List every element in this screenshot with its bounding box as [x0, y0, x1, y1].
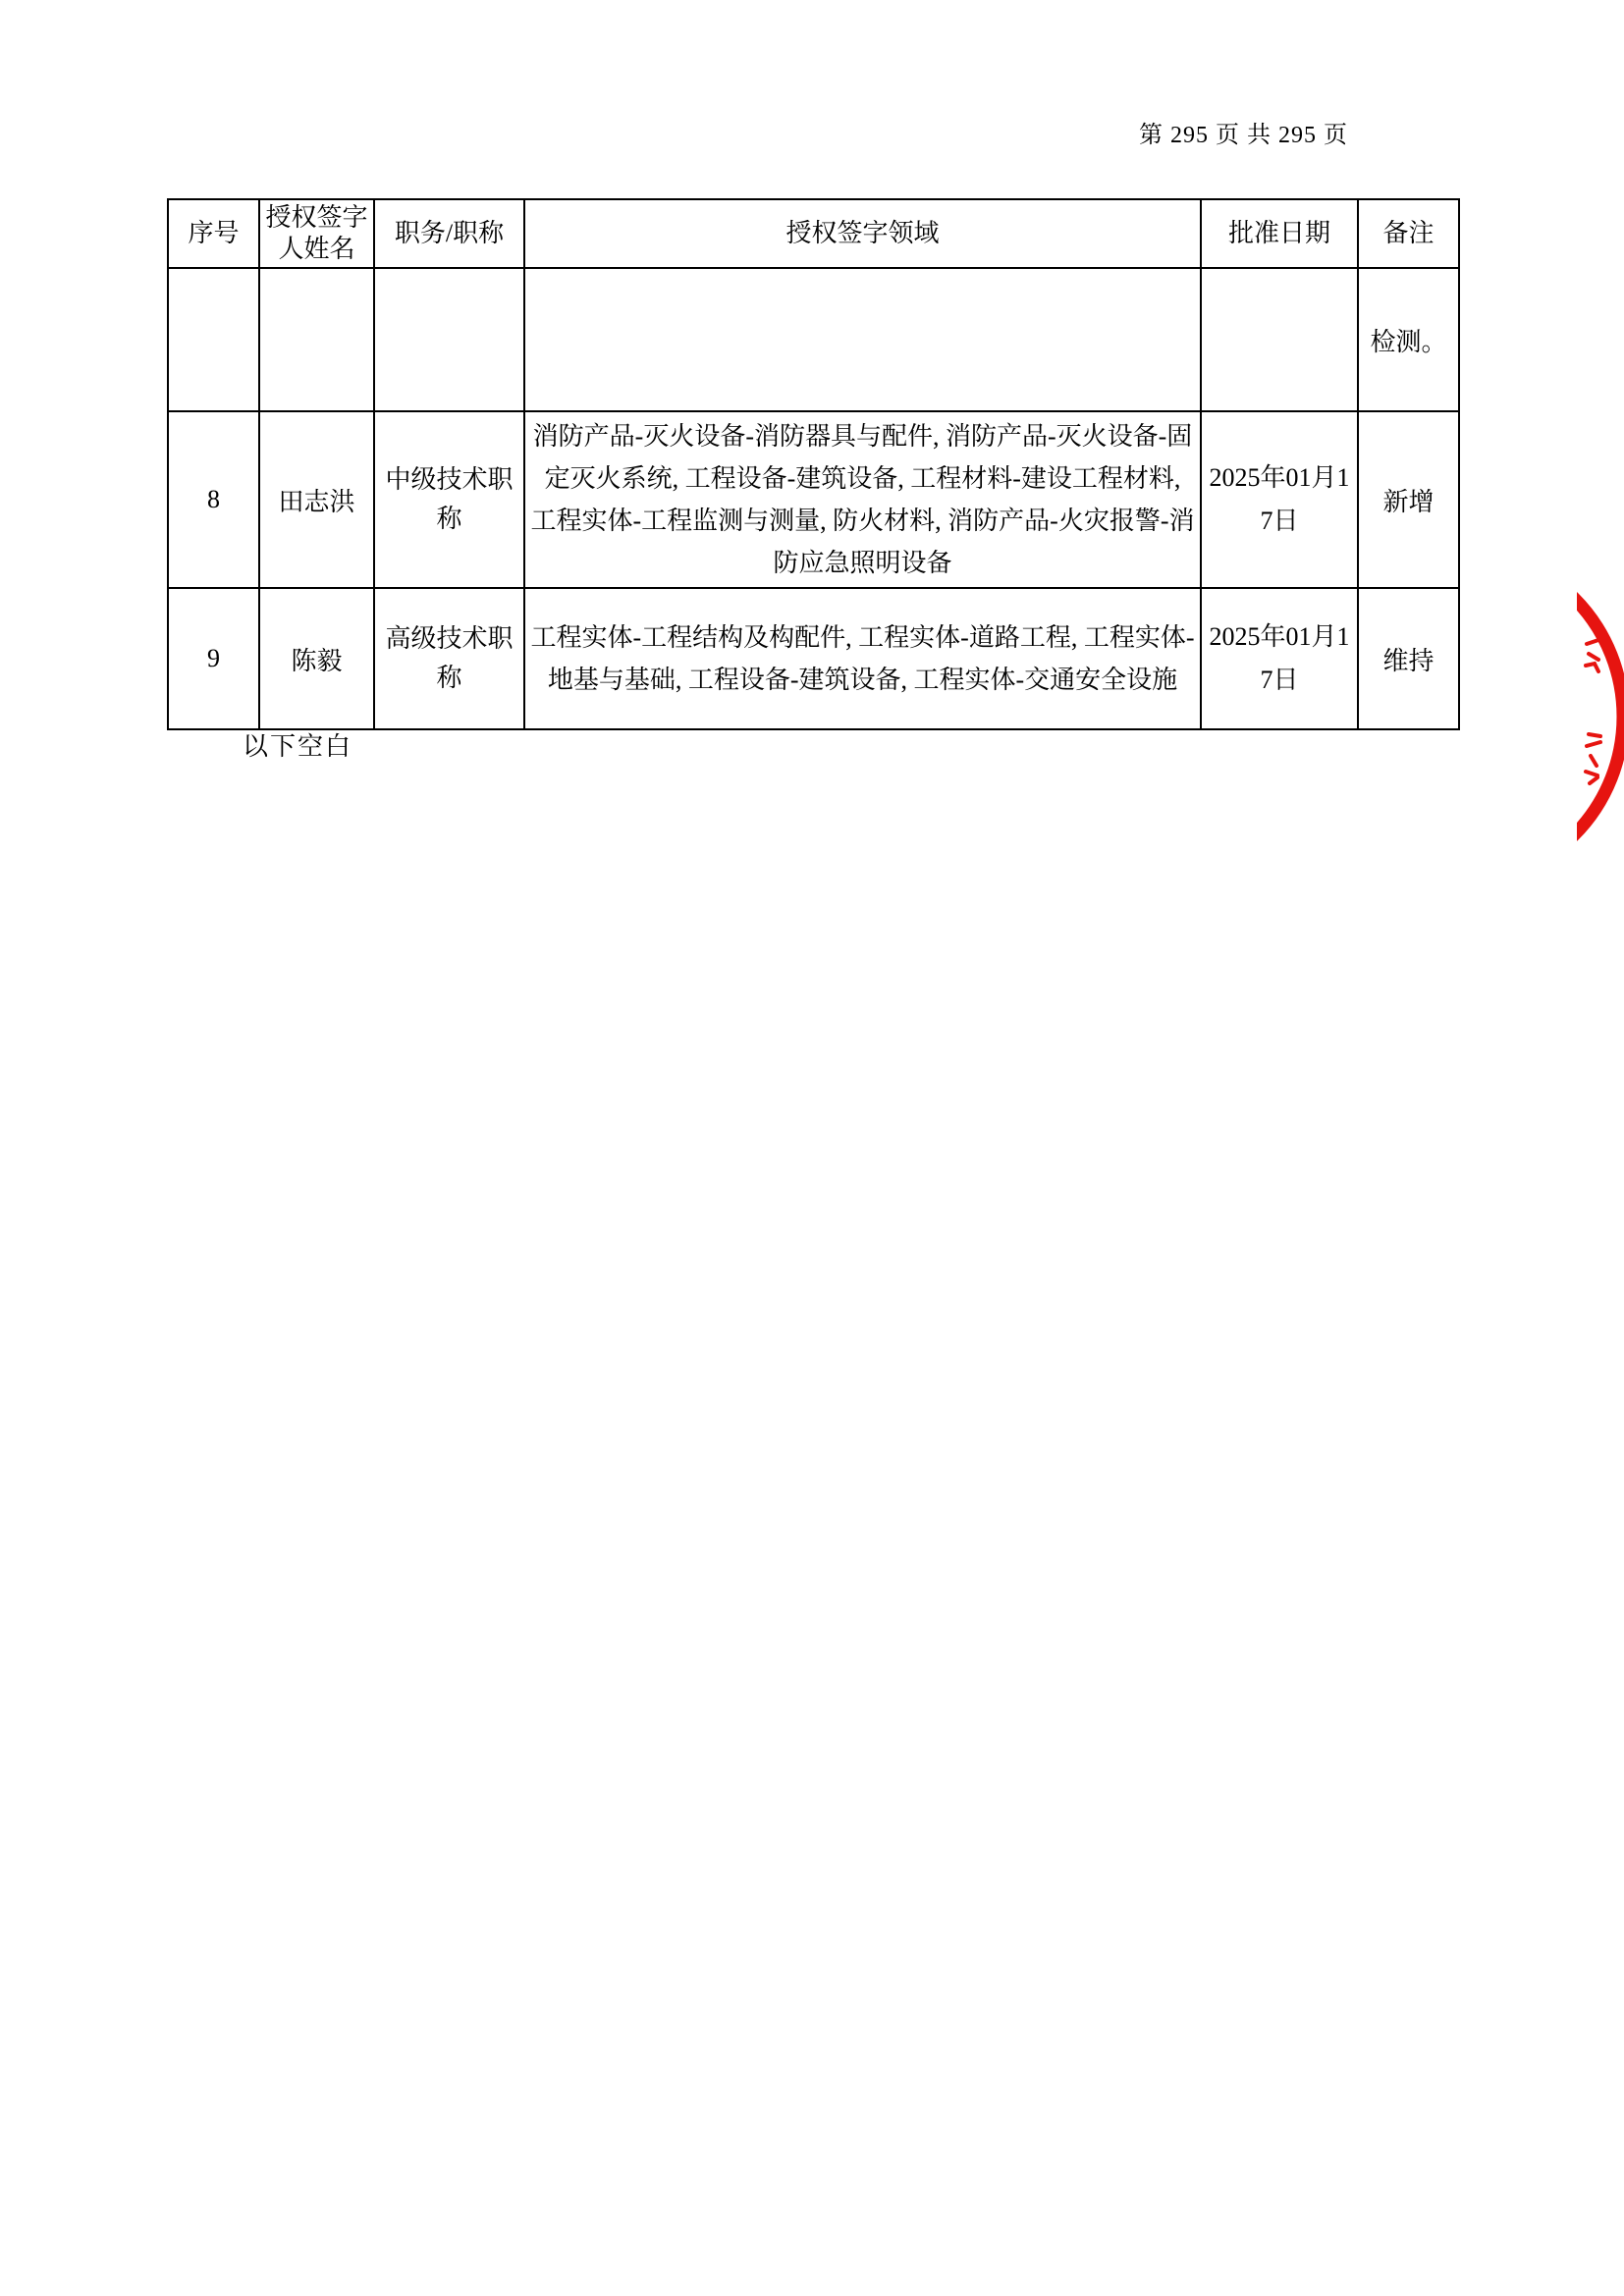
cell-approval-date: 2025年01月17日 [1201, 588, 1358, 729]
cell-authorized-scope: 消防产品-灭火设备-消防器具与配件, 消防产品-灭火设备-固定灭火系统, 工程设备-建筑设备, 工程材料-建设工程材料, 工程实体-工程监测与测量, 防火材料, 消防产品-火灾报警-消防应急照明设备 [524, 411, 1201, 588]
cell-serial-number: 8 [168, 411, 259, 588]
cell-remarks: 检测。 [1358, 268, 1459, 411]
table-header-row [168, 199, 1459, 268]
cell-position-title: 高级技术职称 [374, 588, 524, 729]
header-position-title: 职务/职称 [374, 199, 524, 268]
cell-authorized-scope: 工程实体-工程结构及构配件, 工程实体-道路工程, 工程实体-地基与基础, 工程设备-建筑设备, 工程实体-交通安全设施 [524, 588, 1201, 729]
cell-remarks: 新增 [1358, 411, 1459, 588]
cell-serial-number: 9 [168, 588, 259, 729]
cell-authorized-scope [524, 268, 1201, 411]
header-authorized-scope: 授权签字领域 [524, 199, 1201, 268]
cell-signatory-name: 陈毅 [259, 588, 374, 729]
cell-approval-date [1201, 268, 1358, 411]
cell-remarks: 维持 [1358, 588, 1459, 729]
cell-serial-number [168, 268, 259, 411]
cell-approval-date: 2025年01月17日 [1201, 411, 1358, 588]
cell-position-title: 中级技术职称 [374, 411, 524, 588]
seal-arc-icon [1577, 587, 1624, 846]
authorized-signatories-table [167, 198, 1460, 730]
header-signatory-name: 授权签字人姓名 [259, 199, 374, 268]
cell-signatory-name: 田志洪 [259, 411, 374, 588]
header-approval-date: 批准日期 [1201, 199, 1358, 268]
below-blank-note: 以下空白 [243, 732, 353, 761]
cell-position-title [374, 268, 524, 411]
cell-signatory-name [259, 268, 374, 411]
table-row-9 [168, 588, 1459, 729]
table-row-continuation [168, 268, 1459, 411]
header-remarks: 备注 [1358, 199, 1459, 268]
red-seal-fragment [1577, 587, 1624, 846]
table-row-8 [168, 411, 1459, 588]
page-number-indicator: 第 295 页 共 295 页 [1139, 123, 1348, 148]
header-serial-number: 序号 [168, 199, 259, 268]
